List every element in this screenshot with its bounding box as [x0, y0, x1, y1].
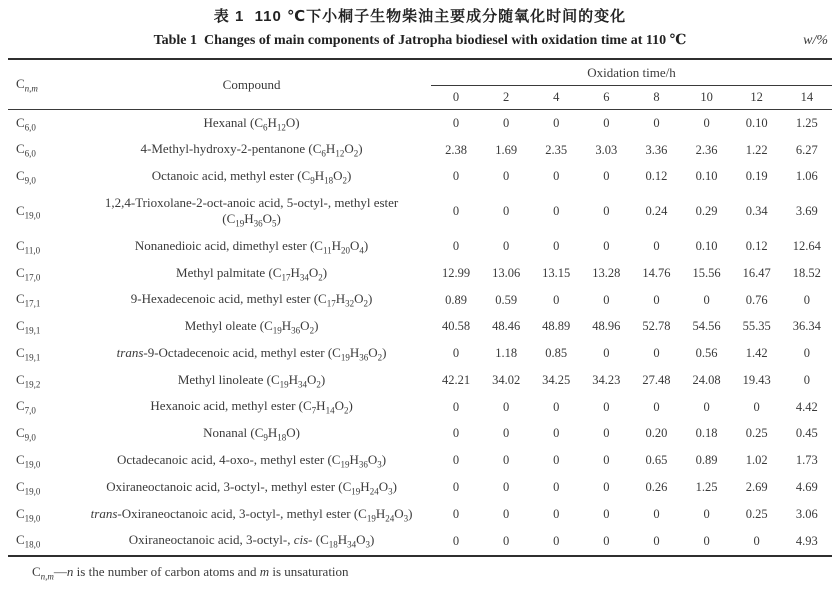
value-cell: 34.02	[492, 372, 521, 387]
value-cell: 0	[452, 239, 460, 254]
value-cell: 0.20	[645, 426, 668, 441]
value-cell: 0	[503, 399, 510, 414]
compound-name: 4-Methyl-hydroxy-2-pentanone $(C_6H_{12}O_2)$	[140, 141, 363, 159]
value-cell: 0	[653, 506, 660, 521]
value-cell: 0	[603, 204, 610, 219]
value-cell: 1.42	[745, 346, 768, 361]
table-row	[8, 447, 832, 474]
value-cell: 2.36	[695, 142, 718, 157]
time-column-header: 12	[732, 86, 782, 110]
time-column-header: 10	[682, 86, 732, 110]
column-header-cnm: $C_{n,m}$	[8, 59, 72, 110]
value-cell: 0.18	[695, 426, 718, 441]
value-cell: 34.23	[592, 372, 621, 387]
cnm-cell: $C_{9,0}$	[16, 425, 36, 443]
value-cell: 0	[553, 204, 560, 219]
cnm-cell: $C_{19,0}$	[16, 478, 41, 497]
value-cell: 0	[653, 115, 660, 130]
value-cell: 0	[803, 372, 810, 387]
value-cell: 0	[603, 115, 610, 130]
value-cell: 13.06	[492, 265, 521, 280]
value-cell: 0.56	[695, 346, 718, 361]
table-row	[8, 367, 832, 394]
value-cell: 4.42	[795, 399, 818, 414]
value-cell: 1.69	[495, 142, 518, 157]
table-header	[8, 59, 832, 110]
value-cell: 0	[653, 346, 660, 361]
value-cell: 0	[703, 533, 710, 548]
compound-name: Hexanoic acid, methyl ester $(C_7H_{14}O_2)$	[150, 398, 353, 416]
value-cell: 0	[603, 292, 610, 307]
value-cell: 3.06	[795, 506, 818, 521]
value-cell: 0	[603, 480, 610, 495]
value-cell: 0.25	[745, 426, 768, 441]
value-cell: 0.89	[695, 453, 718, 468]
cnm-cell: $C_{9,0}$	[16, 168, 36, 186]
cnm-cell: $C_{11,0}$	[16, 237, 41, 256]
value-cell: 0	[452, 453, 460, 468]
table-body	[8, 110, 832, 556]
table-row	[8, 394, 832, 421]
unit-label: w/%	[803, 33, 828, 48]
value-cell: 13.15	[542, 265, 571, 280]
cnm-cell: $C_{7,0}$	[16, 398, 36, 416]
value-cell: 0	[653, 399, 660, 414]
value-cell: 0	[452, 204, 460, 219]
table-row	[8, 313, 832, 340]
value-cell: 13.28	[592, 265, 621, 280]
table-row	[8, 340, 832, 367]
value-cell: 0	[452, 426, 460, 441]
value-cell: 2.35	[545, 142, 568, 157]
table-row	[8, 287, 832, 314]
table-row	[8, 233, 832, 260]
cnm-cell: $C_{6,0}$	[16, 114, 36, 133]
compound-name: Octanoic acid, methyl ester $(C_9H_{18}O_2)$	[151, 168, 352, 186]
value-cell: 40.58	[441, 319, 471, 334]
value-cell: 0	[803, 292, 810, 307]
value-cell: 12.64	[792, 239, 821, 254]
table-title-english: Table 1 Changes of main components of Jatropha biodiesel with oxidation time at 110 ℃	[153, 33, 687, 48]
value-cell: 0	[553, 169, 560, 184]
value-cell: 16.47	[742, 265, 771, 280]
column-header-compound: Compound	[72, 59, 431, 110]
value-cell: 0.45	[795, 426, 818, 441]
cnm-cell: $C_{19,0}$	[16, 451, 41, 470]
value-cell: 0	[603, 169, 610, 184]
value-cell: 0.59	[495, 292, 518, 307]
value-cell: 48.89	[542, 319, 571, 334]
value-cell: 0	[503, 453, 510, 468]
table-row	[8, 164, 832, 191]
value-cell: 1.06	[795, 169, 818, 184]
cnm-cell: $C_{17,1}$	[16, 291, 41, 309]
table-row	[8, 260, 832, 287]
value-cell: 0	[452, 480, 460, 495]
value-cell: 24.08	[692, 372, 721, 387]
value-cell: 2.69	[745, 480, 768, 495]
value-cell: 0	[553, 292, 560, 307]
value-cell: 0.65	[645, 453, 668, 468]
value-cell: 0.89	[445, 292, 467, 307]
value-cell: 0.26	[645, 480, 668, 495]
value-cell: 0	[753, 533, 760, 548]
time-column-header: 8	[631, 86, 681, 110]
compound-name: Nonanal $(C_9H_{18}O)$	[203, 425, 300, 443]
value-cell: 0.12	[645, 169, 668, 184]
value-cell: 0	[603, 346, 610, 361]
compound-name: Octadecanoic acid, 4-oxo-, methyl ester $(C_{19}H_{36}O_3)$	[117, 451, 387, 470]
value-cell: 6.27	[795, 142, 818, 157]
time-column-header: 4	[531, 86, 581, 110]
compound-name: Methyl linoleate $(C_{19}H_{34}O_2)$	[177, 371, 326, 390]
value-cell: 0	[503, 239, 510, 254]
value-cell: 18.52	[792, 265, 821, 280]
value-cell: 0	[553, 239, 560, 254]
value-cell: 0.24	[645, 204, 668, 219]
value-cell: 55.35	[742, 319, 771, 334]
column-header-oxidation-time: Oxidation time/h	[431, 59, 832, 86]
value-cell: 0	[603, 426, 610, 441]
value-cell: 3.36	[645, 142, 668, 157]
value-cell: 48.46	[492, 319, 521, 334]
cnm-cell: $C_{17,0}$	[16, 264, 41, 283]
value-cell: 0.19	[745, 169, 768, 184]
value-cell: 0	[653, 239, 660, 254]
value-cell: 1.25	[795, 115, 818, 130]
value-cell: 0	[553, 480, 560, 495]
value-cell: 0	[703, 115, 710, 130]
value-cell: 0.10	[695, 169, 718, 184]
title-row	[8, 28, 832, 54]
cnm-cell: $C_{6,0}$	[16, 141, 36, 159]
value-cell: 1.22	[745, 142, 768, 157]
value-cell: 0	[452, 115, 460, 130]
table-row	[8, 190, 832, 233]
value-cell: 0	[503, 204, 510, 219]
header-row-top	[8, 59, 832, 86]
table-row	[8, 501, 832, 528]
value-cell: 0	[503, 115, 510, 130]
time-column-header: 14	[782, 86, 832, 110]
value-cell: 0	[653, 292, 660, 307]
table-row	[8, 528, 832, 556]
value-cell: 2.38	[445, 142, 467, 157]
cnm-cell: $C_{19,1}$	[16, 318, 41, 336]
compound-name: Nonanedioic acid, dimethyl ester $(C_{11}H_{20}O_4)$	[134, 237, 369, 256]
value-cell: 0	[653, 533, 660, 548]
cnm-cell: $C_{19,2}$	[16, 371, 41, 390]
value-cell: 0.25	[745, 506, 768, 521]
value-cell: 0	[452, 169, 460, 184]
value-cell: 0	[553, 506, 560, 521]
compound-name: trans-9-Octadecenoic acid, methyl ester $(C_{19}H_{36}O_2)$	[116, 344, 387, 363]
value-cell: 0.12	[745, 239, 768, 254]
value-cell: 48.96	[592, 319, 621, 334]
value-cell: 0	[553, 399, 560, 414]
value-cell: 0	[553, 115, 560, 130]
value-cell: 0	[553, 453, 560, 468]
table-title-chinese: 表 1 110 ℃下小桐子生物柴油主要成分随氧化时间的变化	[213, 8, 627, 25]
value-cell: 4.69	[795, 480, 818, 495]
value-cell: 0.29	[695, 204, 718, 219]
cnm-cell: $C_{19,0}$	[16, 202, 41, 221]
compound-name: 9-Hexadecenoic acid, methyl ester $(C_{17}H_{32}O_2)$	[130, 291, 373, 309]
value-cell: 0	[603, 399, 610, 414]
value-cell: 4.93	[795, 533, 818, 548]
value-cell: 0.76	[745, 292, 768, 307]
compound-name: trans-Oxiraneoctanoic acid, 3-octyl-, methyl ester $(C_{19}H_{24}O_3)$	[90, 505, 413, 524]
value-cell: 0	[603, 453, 610, 468]
value-cell: 0	[452, 533, 460, 548]
compound-name: Methyl oleate $(C_{19}H_{36}O_2)$	[184, 318, 319, 336]
compound-name: 1,2,4-Trioxolane-2-oct-anoic acid, 5-octyl-, methyl ester $(C_{19}H_{36}O_5)$	[104, 194, 399, 229]
value-cell: 12.99	[441, 265, 471, 280]
value-cell: 0.85	[545, 346, 568, 361]
value-cell: 0.10	[745, 115, 768, 130]
time-column-header: 2	[481, 86, 531, 110]
value-cell: 1.25	[695, 480, 718, 495]
value-cell: 3.69	[795, 204, 818, 219]
value-cell: 27.48	[642, 372, 671, 387]
table-row	[8, 421, 832, 448]
value-cell: 36.34	[792, 319, 821, 334]
value-cell: 15.56	[692, 265, 721, 280]
value-cell: 0.10	[695, 239, 718, 254]
value-cell: 0	[503, 480, 510, 495]
value-cell: 0	[452, 399, 460, 414]
table-row	[8, 137, 832, 164]
compound-name: Oxiraneoctanoic acid, 3-octyl-, methyl ester $(C_{19}H_{24}O_3)$	[106, 478, 397, 497]
cnm-cell: $C_{18,0}$	[16, 532, 41, 550]
value-cell: 14.76	[642, 265, 671, 280]
value-cell: 0	[503, 533, 510, 548]
time-column-header: 0	[431, 86, 481, 110]
value-cell: 1.18	[495, 346, 518, 361]
value-cell: 0	[503, 426, 510, 441]
value-cell: 0	[703, 506, 710, 521]
value-cell: 0	[452, 346, 460, 361]
table-row	[8, 110, 832, 137]
value-cell: 42.21	[441, 372, 471, 387]
compound-name: Hexanal $(C_6H_{12}O)$	[203, 114, 300, 133]
value-cell: 0	[603, 506, 610, 521]
value-cell: 19.43	[742, 372, 771, 387]
value-cell: 0	[452, 506, 460, 521]
value-cell: 54.56	[692, 319, 721, 334]
value-cell: 0.34	[745, 204, 768, 219]
value-cell: 3.03	[595, 142, 618, 157]
cnm-cell: $C_{19,0}$	[16, 505, 41, 524]
value-cell: 0	[553, 533, 560, 548]
value-cell: 0	[553, 426, 560, 441]
value-cell: 0	[503, 169, 510, 184]
components-table	[8, 58, 832, 557]
value-cell: 0	[753, 399, 760, 414]
value-cell: 52.78	[642, 319, 671, 334]
compound-name: Oxiraneoctanoic acid, 3-octyl-, cis- $(C_{18}H_{34}O_3)$	[128, 532, 375, 550]
time-column-header: 6	[581, 86, 631, 110]
value-cell: 0	[603, 533, 610, 548]
value-cell: 1.02	[745, 453, 768, 468]
value-cell: 0	[603, 239, 610, 254]
value-cell: 0	[703, 292, 710, 307]
value-cell: 1.73	[795, 453, 818, 468]
compound-name: Methyl palmitate $(C_{17}H_{34}O_2)$	[176, 264, 328, 283]
cnm-cell: $C_{19,1}$	[16, 344, 41, 363]
table-footnote: $C_{n,m}—n$ is the number of carbon atoms and m is unsaturation	[32, 563, 349, 582]
table-row	[8, 474, 832, 501]
value-cell: 0	[503, 506, 510, 521]
value-cell: 0	[803, 346, 810, 361]
value-cell: 0	[703, 399, 710, 414]
value-cell: 34.25	[542, 372, 571, 387]
